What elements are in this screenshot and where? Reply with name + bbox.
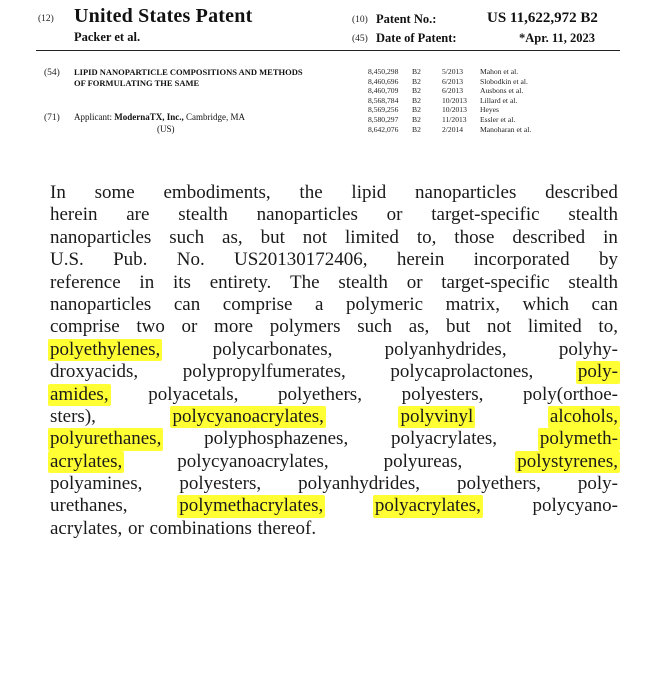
paragraph-word: US20130172406,	[234, 249, 368, 271]
paragraph-word: in	[139, 271, 155, 293]
paragraph-line	[50, 495, 618, 517]
body-paragraph	[50, 182, 618, 540]
paragraph-word: or	[406, 271, 423, 293]
reference-kind: B2	[412, 76, 421, 86]
paragraph-line	[50, 361, 618, 383]
paragraph-line	[50, 272, 618, 294]
paragraph-word: polyesters,	[401, 383, 484, 405]
paragraph-line	[50, 339, 618, 361]
paragraph-line	[50, 406, 618, 428]
paragraph-word: polyanhydrides,	[384, 338, 507, 360]
paragraph-word: target-specific	[431, 204, 540, 226]
paragraph-word: lipid	[351, 182, 387, 203]
reference-kind: B2	[412, 95, 421, 105]
paragraph-word: as,	[222, 226, 243, 248]
paragraph-word: stealth	[178, 204, 228, 226]
paragraph-line	[50, 204, 618, 226]
paragraph-line	[50, 428, 618, 450]
paragraph-word: nanoparticles	[50, 293, 152, 315]
reference-name: Lillard et al.	[480, 95, 518, 105]
applicant-label: Applicant:	[74, 112, 112, 122]
paragraph-word: Pub.	[113, 249, 148, 271]
paragraph-word: polyacrylates,	[391, 428, 498, 450]
reference-name: Ausbons et al.	[480, 86, 524, 96]
paragraph-word: described	[512, 226, 586, 248]
applicant-city: Cambridge, MA	[186, 112, 245, 122]
cited-references-list	[368, 67, 531, 134]
patent-date-label: Date of Patent:	[376, 31, 457, 45]
highlighted-word: polystyrenes,	[517, 450, 618, 472]
reference-kind: B2	[412, 105, 421, 115]
highlighted-word: amides,	[50, 383, 109, 405]
paragraph-word: urethanes,	[50, 495, 128, 517]
field-code-10: (10)	[352, 15, 368, 25]
reference-kind: B2	[412, 114, 421, 124]
paragraph-word: comprise	[222, 293, 293, 315]
highlighted-word: alcohols,	[549, 405, 618, 427]
paragraph-line	[50, 249, 618, 271]
highlighted-word: polyvinyl	[400, 405, 474, 427]
paragraph-word: to,	[416, 226, 437, 248]
paragraph-line	[50, 227, 618, 249]
paragraph-word: in	[603, 226, 618, 248]
paragraph-word: droxyacids,	[50, 361, 139, 383]
invention-title: LIPID NANOPARTICLE COMPOSITIONS AND METHODS OF FORMULATING THE SAME	[74, 67, 303, 88]
paragraph-word: polyureas,	[383, 450, 463, 472]
paragraph-word: nanoparticles	[50, 226, 152, 248]
paragraph-word: polymers	[269, 316, 341, 338]
reference-row	[368, 96, 531, 106]
reference-date: 6/2013	[442, 86, 464, 96]
reference-name: Manoharan et al.	[480, 124, 532, 134]
reference-date: 11/2013	[442, 114, 467, 124]
paragraph-line	[50, 182, 618, 204]
reference-row	[368, 77, 531, 87]
reference-name: Mahon et al.	[480, 67, 519, 76]
paragraph-line	[50, 451, 618, 473]
paragraph-word: matrix,	[445, 293, 500, 315]
paragraph-word: are	[126, 204, 150, 226]
field-code-71: (71)	[44, 113, 60, 123]
paragraph-word: stealth	[568, 204, 618, 226]
paragraph-word: acrylates,	[50, 517, 123, 539]
paragraph-word: thereof.	[257, 517, 317, 539]
reference-date: 2/2014	[442, 124, 464, 134]
patent-number: US 11,622,972 B2	[487, 10, 598, 26]
applicant-name: ModernaTX, Inc.,	[114, 112, 184, 122]
paragraph-word: polypropylfumerates,	[182, 361, 346, 383]
reference-row	[368, 115, 531, 125]
patent-number-label: Patent No.:	[376, 12, 437, 26]
highlighted-word: polymeth-	[539, 428, 618, 450]
paragraph-word: poly(orthoe-	[523, 383, 618, 405]
paragraph-word: the	[299, 182, 323, 203]
paragraph-word: such	[169, 226, 205, 248]
highlighted-word: polyethylenes,	[50, 338, 161, 360]
paragraph-word: its	[172, 271, 191, 293]
reference-kind: B2	[412, 86, 421, 96]
header-divider	[36, 50, 620, 51]
patent-heading: United States Patent	[74, 5, 253, 27]
paragraph-word: but	[445, 316, 471, 338]
reference-number: 8,460,709	[368, 86, 399, 96]
paragraph-word: target-specific	[441, 271, 550, 293]
paragraph-word: limited	[527, 316, 582, 338]
reference-number: 8,460,696	[368, 76, 399, 86]
paragraph-word: polycarbonates,	[212, 338, 333, 360]
paragraph-word: polyacetals,	[148, 383, 239, 405]
paragraph-word: comprise	[50, 316, 120, 338]
reference-name: Essler et al.	[480, 114, 516, 124]
highlighted-word: polymethacrylates,	[179, 495, 324, 517]
paragraph-word: can	[591, 293, 618, 315]
paragraph-word: a	[315, 293, 324, 315]
inventor-name: Packer et al.	[74, 30, 141, 44]
paragraph-word: herein	[396, 249, 445, 271]
reference-number: 8,568,784	[368, 95, 399, 105]
paragraph-word: those	[454, 226, 495, 248]
paragraph-line	[50, 384, 618, 406]
patent-date: *Apr. 11, 2023	[519, 31, 595, 45]
applicant-country: (US)	[157, 124, 175, 134]
reference-date: 5/2013	[442, 67, 464, 76]
paragraph-word: polycyano-	[532, 495, 618, 517]
paragraph-word: polyethers,	[456, 473, 541, 495]
paragraph-line	[50, 473, 618, 495]
paragraph-word: U.S.	[50, 249, 84, 271]
highlighted-word: polyacrylates,	[374, 495, 481, 517]
paragraph-word: or	[181, 316, 198, 338]
paragraph-word: can	[173, 293, 201, 315]
reference-row	[368, 86, 531, 96]
paragraph-word: two	[136, 316, 165, 338]
paragraph-word: polycyanoacrylates,	[177, 450, 329, 472]
paragraph-word: polyesters,	[179, 473, 262, 495]
reference-row	[368, 105, 531, 115]
paragraph-word: polycaprolactones,	[390, 361, 534, 383]
paragraph-word: polymeric	[346, 293, 424, 315]
paragraph-line	[50, 518, 618, 540]
paragraph-word: embodiments,	[163, 182, 271, 203]
paragraph-word: nanoparticles	[256, 204, 358, 226]
paragraph-word: or	[127, 517, 144, 539]
paragraph-word: nanoparticles	[415, 182, 517, 203]
reference-row	[368, 125, 531, 135]
reference-kind: B2	[412, 67, 421, 76]
paragraph-word: herein	[50, 204, 98, 226]
paragraph-word: The	[290, 271, 320, 293]
reference-number: 8,580,297	[368, 114, 399, 124]
paragraph-word: polyamines,	[50, 473, 143, 495]
paragraph-word: polyanhydrides,	[298, 473, 420, 495]
paragraph-word: sters),	[50, 405, 96, 427]
reference-kind: B2	[412, 124, 421, 134]
paragraph-word: some	[94, 182, 135, 203]
paragraph-word: reference	[50, 271, 121, 293]
highlighted-word: acrylates,	[50, 450, 123, 472]
paragraph-word: poly-	[577, 473, 618, 495]
reference-date: 6/2013	[442, 76, 464, 86]
paragraph-word: not	[486, 316, 512, 338]
field-code-12: (12)	[38, 14, 54, 24]
paragraph-word: more	[214, 316, 254, 338]
paragraph-word: but	[260, 226, 285, 248]
paragraph-word: polyethers,	[278, 383, 362, 405]
paragraph-word: stealth	[568, 271, 618, 293]
paragraph-word: to,	[598, 316, 618, 338]
paragraph-word: which	[522, 293, 569, 315]
reference-name: Heyes	[480, 105, 499, 115]
reference-number: 8,642,076	[368, 124, 399, 134]
reference-date: 10/2013	[442, 105, 467, 115]
paragraph-word: incorporated	[473, 249, 570, 271]
paragraph-word: No.	[176, 249, 205, 271]
reference-date: 10/2013	[442, 95, 467, 105]
paragraph-word: by	[598, 249, 618, 271]
paragraph-word: polyphosphazenes,	[204, 428, 349, 450]
paragraph-word: limited	[345, 226, 399, 248]
paragraph-word: or	[386, 204, 403, 226]
highlighted-word: polyurethanes,	[50, 428, 162, 450]
paragraph-word: as,	[408, 316, 430, 338]
paragraph-word: combinations	[149, 517, 252, 539]
paragraph-line	[50, 294, 618, 316]
applicant-line	[74, 112, 245, 122]
reference-name: Slobodkin et al.	[480, 76, 528, 86]
field-code-54: (54)	[44, 68, 60, 78]
paragraph-word: described	[545, 182, 618, 203]
reference-row	[368, 67, 531, 77]
paragraph-word: polyhy-	[558, 338, 618, 360]
paragraph-word: entirety.	[209, 271, 272, 293]
field-code-45: (45)	[352, 34, 368, 44]
highlighted-word: polycyanoacrylates,	[172, 405, 324, 427]
paragraph-word: stealth	[338, 271, 388, 293]
paragraph-word: In	[50, 182, 66, 203]
paragraph-word: not	[302, 226, 328, 248]
reference-number: 8,569,256	[368, 105, 399, 115]
paragraph-word: such	[357, 316, 393, 338]
highlighted-word: poly-	[577, 361, 618, 383]
paragraph-line	[50, 316, 618, 338]
reference-number: 8,450,298	[368, 67, 399, 76]
